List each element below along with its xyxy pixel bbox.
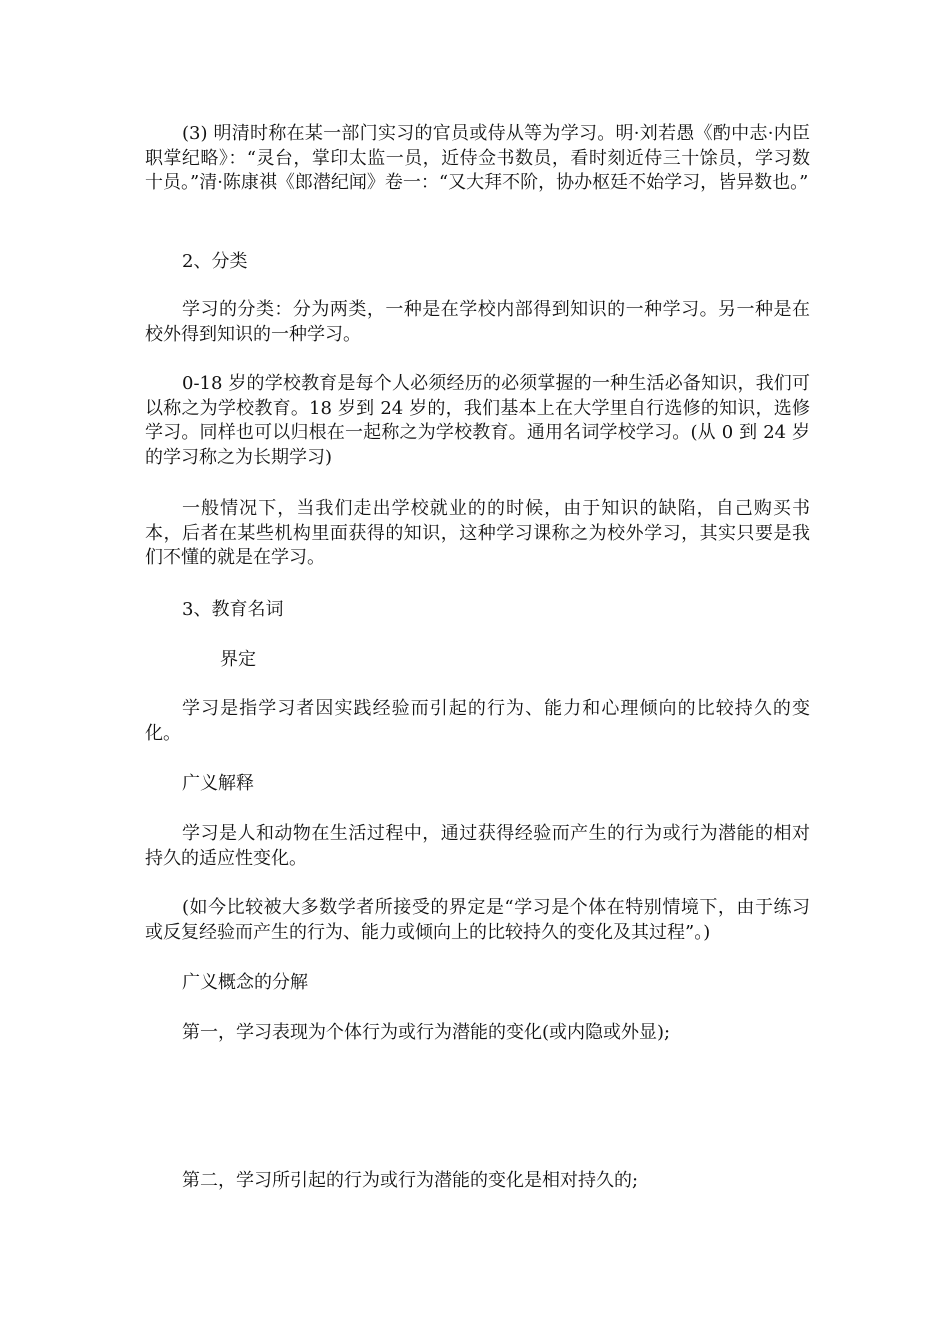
subheading-broad-explanation: 广义解释 [182, 773, 254, 794]
paragraph-point-one: 第一，学习表现为个体行为或行为潜能的变化(或内隐或外显); [182, 1022, 671, 1043]
heading-classification: 2、分类 [182, 251, 248, 272]
paragraph-definition: 学习是指学习者因实践经验而引起的行为、能力和心理倾向的比较持久的变化。 [145, 698, 810, 744]
paragraph-school-education: 0-18 岁的学校教育是每个人必须经历的必须掌握的一种生活必备知识，我们可以称之为学校教育。18 岁到 24 岁的，我们基本上在大学里自行选修的知识，选修学习。同样也可以归根在一起称之为学校教育。通用名词学校学习。(从 0 到 24 岁的学习称之为长期学习) [145, 373, 810, 468]
paragraph-outside-learning: 一般情况下，当我们走出学校就业的的时候，由于知识的缺陷，自己购买书本，后者在某些机构里面获得的知识，这种学习课称之为校外学习，其实只要是我们不懂的就是在学习。 [145, 498, 810, 568]
paragraph-classification: 学习的分类：分为两类，一种是在学校内部得到知识的一种学习。另一种是在校外得到知识的一种学习。 [145, 299, 810, 345]
heading-education-terms: 3、教育名词 [182, 599, 284, 620]
paragraph-broad-explanation: 学习是人和动物在生活过程中，通过获得经验而产生的行为或行为潜能的相对持久的适应性变化。 [145, 823, 810, 869]
paragraph-ming-qing-usage: (3) 明清时称在某一部门实习的官员或侍从等为学习。明·刘若愚《酌中志·内臣职掌纪略》：“灵台，掌印太监一员，近侍佥书数员，看时刻近侍三十馀员，学习数十员。”清·陈康祺《郎潜纪闻》卷一：“又大拜不阶，协办枢廷不始学习，皆异数也。” [145, 123, 810, 193]
paragraph-point-two: 第二，学习所引起的行为或行为潜能的变化是相对持久的; [182, 1170, 639, 1191]
subheading-definition: 界定 [220, 649, 256, 670]
paragraph-accepted-definition: (如今比较被大多数学者所接受的界定是“学习是个体在特别情境下，由于练习或反复经验而产生的行为、能力或倾向上的比较持久的变化及其过程”。) [145, 897, 810, 943]
subheading-concept-breakdown: 广义概念的分解 [182, 972, 308, 993]
